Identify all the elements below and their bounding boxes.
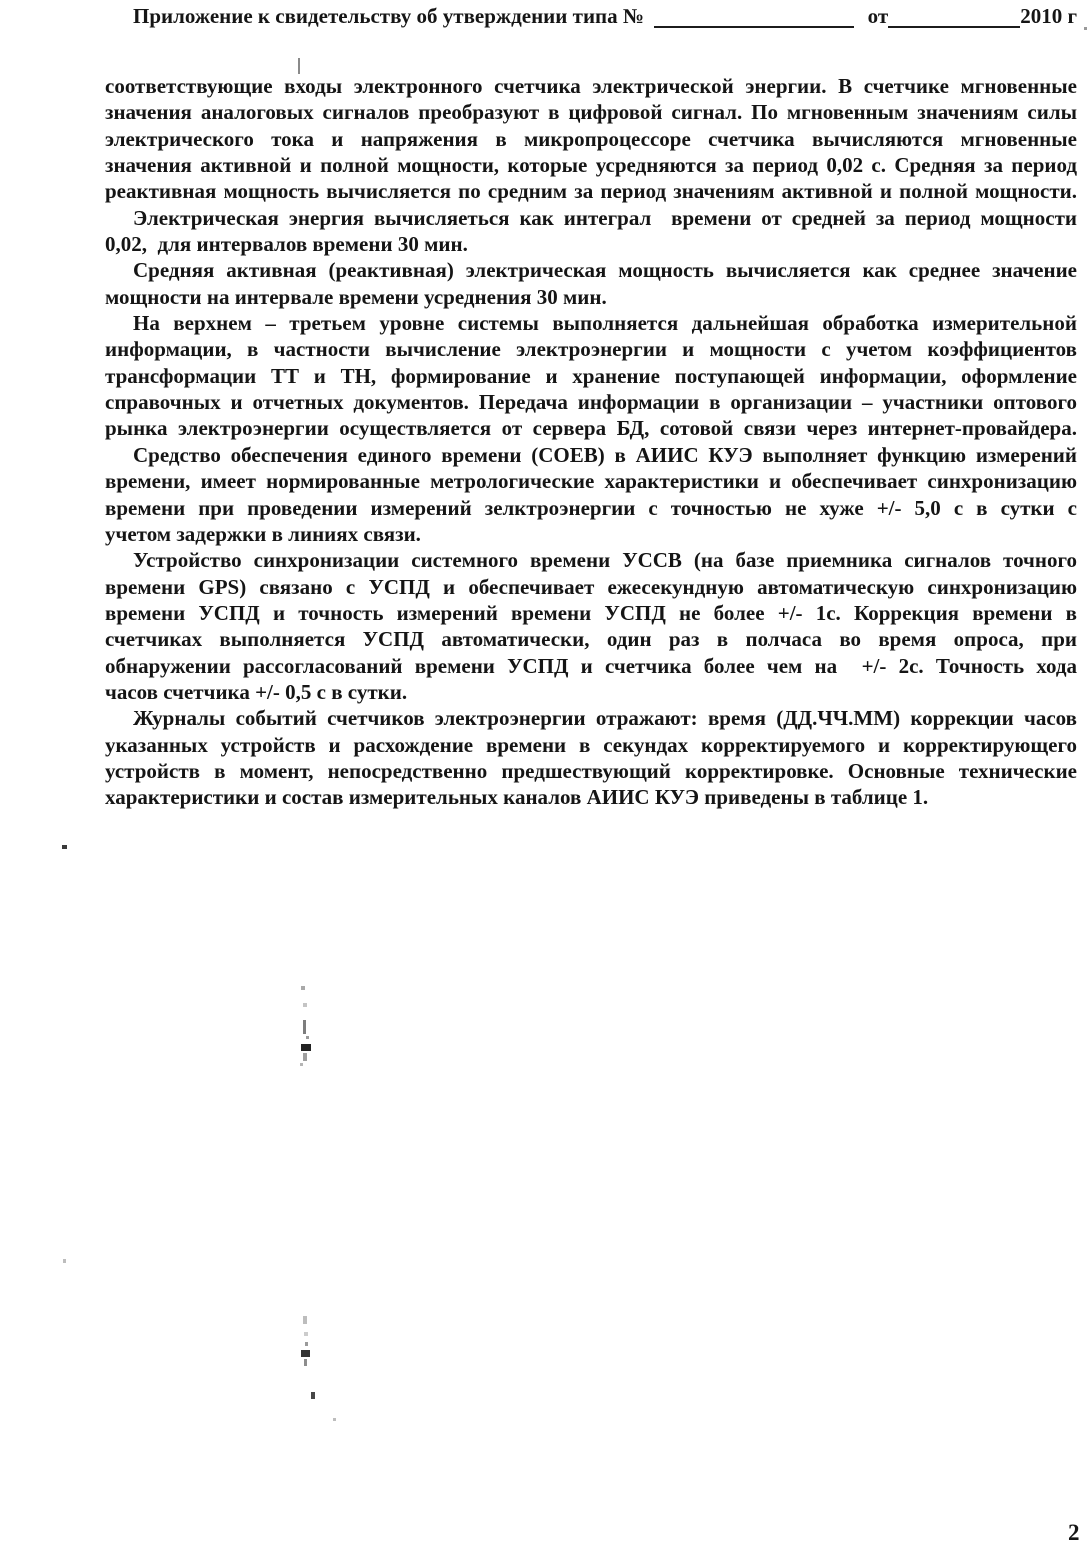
text-line: 0,02, для интервалов времени 30 мин.	[105, 232, 468, 257]
text-line: времени, имеет нормированные метрологические характеристики и обеспечивает синхронизацию	[105, 469, 1077, 494]
text-line: времени GPS) связано с УСПД и обеспечивает ежесекундную автоматическую синхронизацию	[105, 574, 1077, 599]
scan-artifact	[333, 1418, 336, 1421]
scan-artifact	[306, 1036, 309, 1039]
text-line: устройств в момент, непосредственно предшествующий корректировке. Основные технические	[105, 758, 1077, 783]
text-line: электрического тока и напряжения в микропроцессоре счетчика вычисляются мгновенные	[105, 126, 1077, 151]
scan-artifact	[1084, 27, 1087, 30]
scan-artifact	[301, 986, 305, 990]
header-year: 2010 г	[1020, 4, 1077, 28]
paragraph	[105, 310, 1077, 442]
text-line: На верхнем – третьем уровне системы выполняется дальнейшая обработка измерительной	[133, 311, 1077, 336]
paragraph	[105, 705, 1077, 810]
scan-artifact	[63, 1259, 66, 1263]
text-line: Средняя активная (реактивная) электрическая мощность вычисляется как среднее значение	[133, 258, 1077, 283]
scan-artifact	[303, 1316, 307, 1324]
text-line: значения аналоговых сигналов преобразуют в цифровой сигнал. По мгновенным значениям силы	[105, 100, 1077, 125]
text-line: Средство обеспечения единого времени (СОЕВ) в АИИС КУЭ выполняет функцию измерений	[133, 442, 1077, 467]
text-line: счетчиках выполняется УСПД автоматически, один раз в полчаса во время опроса, при	[105, 627, 1077, 652]
certificate-date-blank-line	[888, 26, 1020, 28]
scan-artifact	[298, 58, 300, 74]
text-line: учетом задержки в линиях связи.	[105, 521, 421, 546]
scan-artifact	[301, 1044, 311, 1051]
text-line: информации, в частности вычисление электроэнергии и мощности с учетом коэффициентов	[105, 337, 1077, 362]
document-body	[105, 73, 1077, 811]
text-line: соответствующие входы электронного счетчика электрической энергии. В счетчике мгновенные	[105, 74, 1077, 98]
text-line: мощности на интервале времени усреднения 30 мин.	[105, 284, 607, 309]
scan-artifact	[300, 1063, 303, 1066]
header-ot-label: от	[867, 4, 889, 28]
text-line: рынка электроэнергии осуществляется от сервера БД, сотовой связи через интернет-провайдера.	[105, 416, 1077, 441]
certificate-number-blank-line	[654, 26, 854, 28]
scan-artifact	[303, 1053, 307, 1061]
text-line: значения активной и полной мощности, которые усредняются за период 0,02 с. Средняя за период	[105, 153, 1077, 178]
text-line: Журналы событий счетчиков электроэнергии отражают: время (ДД.ЧЧ.ММ) коррекции часов	[133, 706, 1077, 731]
page-header	[133, 3, 1077, 29]
scan-artifact	[304, 1332, 308, 1336]
scan-artifact	[311, 1392, 315, 1399]
paragraph	[105, 442, 1077, 547]
text-line: указанных устройств и расхождение времени в секундах корректируемого и корректирующего	[105, 732, 1077, 757]
scan-artifact	[301, 1350, 310, 1357]
text-line: реактивная мощность вычисляется по средним за период значениям активной и полной мощности.	[105, 179, 1077, 204]
text-line: трансформации ТТ и ТН, формирование и хранение поступающей информации, оформление	[105, 363, 1077, 388]
text-line: справочных и отчетных документов. Передача информации в организации – участники оптового	[105, 390, 1077, 415]
scan-artifact	[304, 1359, 307, 1366]
scan-artifact	[303, 1020, 306, 1034]
text-line: Устройство синхронизации системного времени УССВ (на базе приемника сигналов точного	[133, 548, 1077, 573]
scan-artifact	[303, 1003, 307, 1007]
text-line: характеристики и состав измерительных каналов АИИС КУЭ приведены в таблице 1.	[105, 785, 929, 810]
text-line: Электрическая энергия вычисляеться как интеграл времени от средней за период мощности	[133, 205, 1077, 230]
text-line: часов счетчика +/- 0,5 с в сутки.	[105, 679, 408, 704]
paragraph	[105, 73, 1077, 205]
scan-artifact	[305, 1342, 308, 1346]
paragraph	[105, 547, 1077, 705]
paragraph	[105, 257, 1077, 310]
scan-artifact	[62, 845, 67, 849]
header-text: Приложение к свидетельству об утверждении типа №	[133, 4, 644, 28]
text-line: времени при проведении измерений зелктроэнергии с точностью не хуже +/- 5,0 с в сутки с	[105, 495, 1077, 520]
page-number: 2	[1068, 1520, 1080, 1545]
text-line: времени УСПД и точность измерений времени УСПД не более +/- 1с. Коррекция времени в	[105, 600, 1077, 625]
paragraph	[105, 205, 1077, 258]
text-line: обнаружении рассогласований времени УСПД и счетчика более чем на +/- 2с. Точность хода	[105, 653, 1077, 678]
